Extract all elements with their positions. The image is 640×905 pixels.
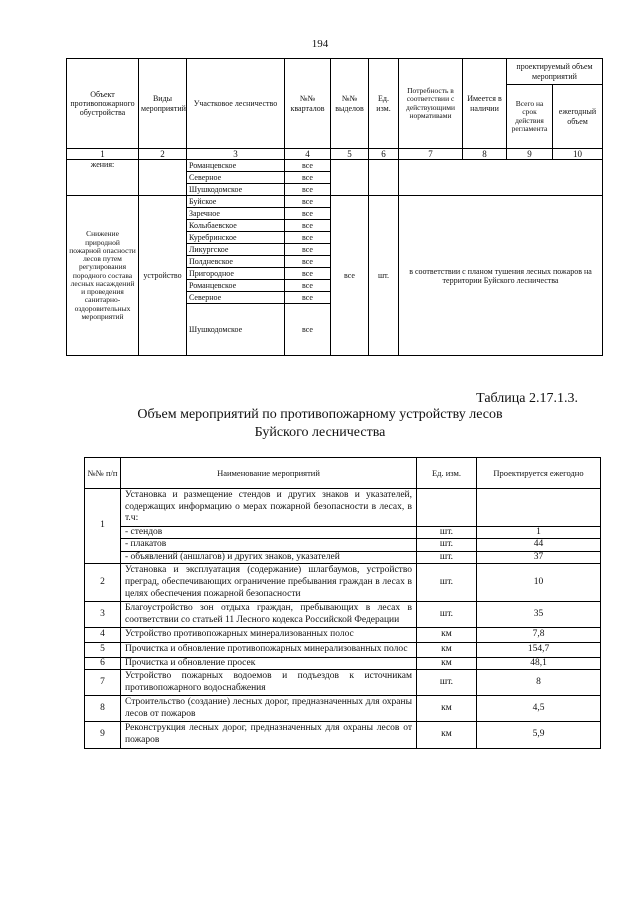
measure-name: Реконструкция лесных дорог, предназначенных для охраны лесов от пожаров	[121, 722, 417, 748]
row-number: 9	[85, 722, 121, 748]
empty-cell	[477, 489, 601, 527]
plots-value: все	[331, 196, 369, 356]
quarters-value: все	[285, 184, 331, 196]
row-number: 5	[85, 642, 121, 657]
projected-value: 154,7	[477, 642, 601, 657]
projected-value: 5,9	[477, 722, 601, 748]
measure-name: Установка и размещение стендов и других знаков и указателей, содержащих информацию о мерах пожарной безопасности в лесах, в т.ч:	[121, 489, 417, 527]
quarters-value: все	[285, 280, 331, 292]
projected-value: 7,8	[477, 628, 601, 643]
quarters-value: все	[285, 304, 331, 356]
col-number: 6	[369, 149, 399, 160]
projected-value: 48,1	[477, 657, 601, 670]
table-title-line: Объем мероприятий по противопожарному устройству лесов	[137, 407, 503, 422]
quarters-value: все	[285, 208, 331, 220]
empty-cell	[369, 160, 399, 196]
empty-cell	[139, 160, 187, 196]
measure-name: Строительство (создание) лесных дорог, предназначенных для охраны лесов от пожаров	[121, 696, 417, 722]
col-number: 1	[67, 149, 139, 160]
forestry-name: Северное	[187, 172, 285, 184]
col-number: 2	[139, 149, 187, 160]
unit-value: шт.	[417, 602, 477, 628]
object-cell: жения:	[67, 160, 139, 196]
row-number: 3	[85, 602, 121, 628]
col-number: 4	[285, 149, 331, 160]
measure-name: Устройство противопожарных минерализованных полос	[121, 628, 417, 643]
quarters-value: все	[285, 196, 331, 208]
projected-value: 10	[477, 564, 601, 602]
unit-value: км	[417, 642, 477, 657]
header-annual: ежегодный объем	[553, 85, 603, 149]
unit-value: шт.	[417, 551, 477, 564]
forestry-name: Буйское	[187, 196, 285, 208]
header-forestry: Участковое лесничество	[187, 59, 285, 149]
forestry-name: Колыбаевское	[187, 220, 285, 232]
row-number: 6	[85, 657, 121, 670]
projected-value: 37	[477, 551, 601, 564]
col-number: 10	[553, 149, 603, 160]
projected-value: 1	[477, 526, 601, 539]
empty-cell	[399, 160, 603, 196]
header-name: Наименование мероприятий	[121, 458, 417, 489]
quarters-value: все	[285, 172, 331, 184]
projected-value: 4,5	[477, 696, 601, 722]
header-quarters: №№ кварталов	[285, 59, 331, 149]
quarters-value: все	[285, 256, 331, 268]
header-types: Виды мероприятий	[139, 59, 187, 149]
quarters-value: все	[285, 292, 331, 304]
unit-value: шт.	[417, 670, 477, 696]
quarters-value: все	[285, 220, 331, 232]
header-available: Имеется в наличии	[463, 59, 507, 149]
forestry-name: Шушкодомское	[187, 304, 285, 356]
quarters-value: все	[285, 232, 331, 244]
sub-measure-name: - плакатов	[121, 539, 417, 552]
projected-value: 8	[477, 670, 601, 696]
header-unit: Ед. изм.	[369, 59, 399, 149]
table-title-line: Буйского лесничества	[254, 424, 386, 440]
unit-value: км	[417, 696, 477, 722]
fire-arrangement-volume-table	[84, 457, 601, 749]
table-label: Таблица 2.17.1.3.	[476, 391, 578, 406]
forestry-name: Пригородное	[187, 268, 285, 280]
quarters-value: все	[285, 244, 331, 256]
row-number: 7	[85, 670, 121, 696]
unit-value: км	[417, 657, 477, 670]
fire-measures-table-continued	[66, 58, 603, 356]
projected-value: 35	[477, 602, 601, 628]
header-unit: Ед. изм.	[417, 458, 477, 489]
forestry-name: Полдневское	[187, 256, 285, 268]
row-number: 8	[85, 696, 121, 722]
col-number: 3	[187, 149, 285, 160]
sub-measure-name: - стендов	[121, 526, 417, 539]
unit-value: шт.	[417, 526, 477, 539]
quarters-value: все	[285, 160, 331, 172]
row-number: 4	[85, 628, 121, 643]
forestry-name: Куребринское	[187, 232, 285, 244]
measure-name: Благоустройство зон отдыха граждан, пребывающих в лесах в соответствии со статьей 11 Лесного кодекса Российской Федерации	[121, 602, 417, 628]
col-number: 5	[331, 149, 369, 160]
header-plots: №№ выделов	[331, 59, 369, 149]
forestry-name: Романцевское	[187, 160, 285, 172]
row-number: 1	[85, 489, 121, 564]
unit-value: шт.	[417, 564, 477, 602]
header-need: Потребность в соответствии с действующими нормативами	[399, 59, 463, 149]
header-object: Объект противопожарного обустройства	[67, 59, 139, 149]
col-number: 9	[507, 149, 553, 160]
measure-name: Прочистка и обновление противопожарных минерализованных полос	[121, 642, 417, 657]
measure-type: устройство	[139, 196, 187, 356]
empty-cell	[331, 160, 369, 196]
header-num: №№ п/п	[85, 458, 121, 489]
forestry-name: Романцевское	[187, 280, 285, 292]
row-number: 2	[85, 564, 121, 602]
page-number: 194	[311, 38, 329, 50]
forestry-name: Шушкодомское	[187, 184, 285, 196]
header-total: Всего на срок действия регламента	[507, 85, 553, 149]
measure-name: Устройство пожарных водоемов и подъездов к источникам противопожарного водоснабжения	[121, 670, 417, 696]
col-number: 8	[463, 149, 507, 160]
forestry-name: Северное	[187, 292, 285, 304]
projected-value: 44	[477, 539, 601, 552]
header-projected: проектируемый объем мероприятий	[507, 59, 603, 85]
object-cell: Снижение природной пожарной опасности лесов путем регулирования породного состава лесных насаждений и проведения санитарно-оздоровительных мероприятий	[67, 196, 139, 356]
measure-name: Прочистка и обновление просек	[121, 657, 417, 670]
unit-value: км	[417, 722, 477, 748]
empty-cell	[417, 489, 477, 527]
plan-note: в соответствии с планом тушения лесных пожаров на территории Буйского лесничества	[399, 196, 603, 356]
unit-value: шт.	[369, 196, 399, 356]
quarters-value: все	[285, 268, 331, 280]
forestry-name: Заречное	[187, 208, 285, 220]
header-projected: Проектируется ежегодно	[477, 458, 601, 489]
unit-value: км	[417, 628, 477, 643]
measure-name: Установка и эксплуатация (содержание) шлагбаумов, устройство преград, обеспечивающих ограничение пребывания граждан в лесах в целях обеспечения пожарной безопасности	[121, 564, 417, 602]
sub-measure-name: - объявлений (аншлагов) и других знаков, указателей	[121, 551, 417, 564]
unit-value: шт.	[417, 539, 477, 552]
col-number: 7	[399, 149, 463, 160]
forestry-name: Ликургское	[187, 244, 285, 256]
table-title	[0, 406, 640, 441]
